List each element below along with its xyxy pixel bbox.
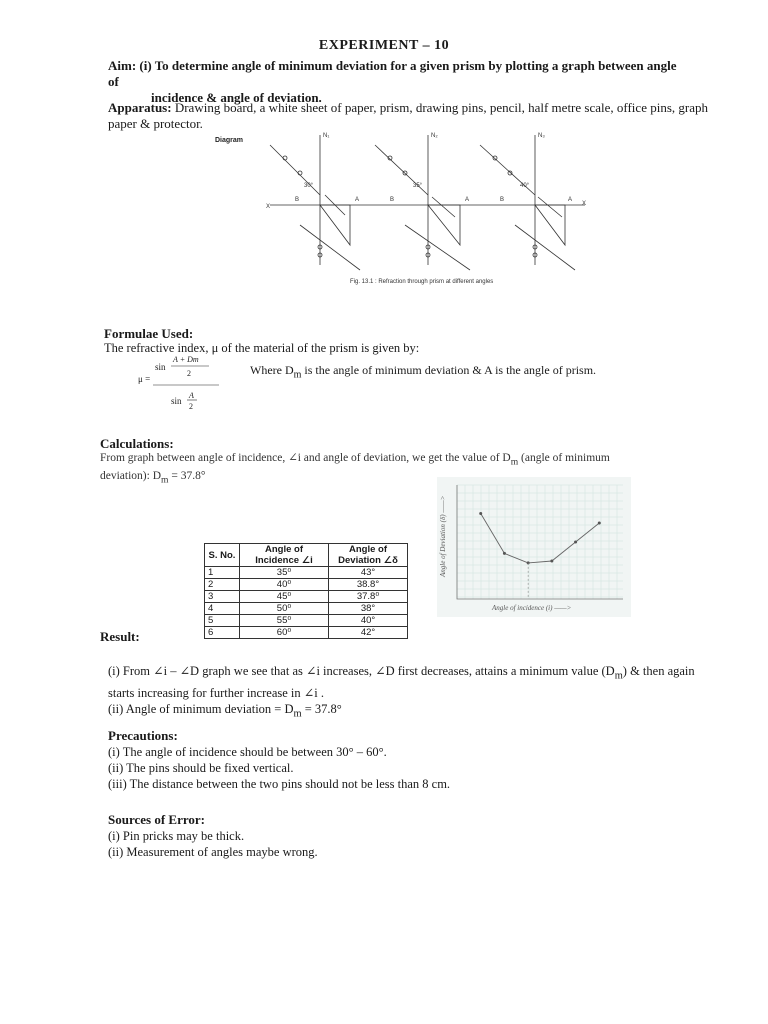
formulae-intro: The refractive index, μ of the material of the prism is given by: (104, 341, 420, 355)
prism-diagram (200, 125, 600, 290)
aim-line-2: incidence & angle of deviation. (151, 90, 322, 105)
angle-label-3: 40° (520, 183, 530, 189)
formula-where: Where $D_m$ is the angle of minimum deviation & A is the angle of prism. (250, 363, 597, 381)
y-axis-label: Angle of Deviation (δ) ——> (439, 495, 447, 577)
data-point (598, 522, 601, 525)
page-title: EXPERIMENT – 10 (318, 38, 450, 53)
mu-symbol: μ = (138, 374, 151, 384)
precautions-list (108, 744, 608, 792)
cell-incidence: 40⁰ (240, 579, 329, 591)
angle-label-2: 35° (413, 183, 423, 189)
cell-sno: 3 (205, 591, 240, 603)
formula-two: 2 (189, 402, 193, 411)
svg-text:N₁: N₁ (323, 133, 330, 139)
cell-incidence: 45⁰ (240, 591, 329, 603)
graph-background (437, 477, 631, 617)
svg-text:A: A (465, 197, 470, 203)
observation-table (204, 543, 408, 639)
cell-incidence: 35⁰ (240, 567, 329, 579)
cell-deviation: 40° (329, 615, 408, 627)
aim-line-1: Aim: (i) To determine angle of minimum deviation for a given prism by plotting a graph between angle of (108, 58, 677, 89)
cell-deviation: 43° (329, 567, 408, 579)
svg-text:X: X (266, 204, 271, 210)
prism-set-3 (480, 133, 575, 270)
cell-sno: 2 (205, 579, 240, 591)
result-line-1: (i) From ∠i – ∠D graph we see that as ∠i increases, ∠D first decreases, attains a minimum value $(D_m)$ & then again (108, 664, 695, 682)
formula-den: 2 (187, 369, 191, 378)
table-header-row (205, 544, 408, 567)
cell-deviation: 37.8⁰ (329, 591, 408, 603)
cell-sno: 1 (205, 567, 240, 579)
apparatus-label: Apparatus: (108, 100, 172, 115)
calculations-heading: Calculations: (100, 436, 174, 451)
source-item: (i) Pin pricks may be thick. (108, 829, 245, 843)
calculations-text: From graph between angle of incidence, ∠i and angle of deviation, we get the value of $D_m$ (angle of minimum deviation): $D_m = 37.8^\circ$ (100, 452, 610, 486)
deviation-graph (437, 477, 631, 617)
aim-section (108, 58, 688, 106)
table-row (205, 615, 408, 627)
svg-text:X: X (582, 201, 587, 207)
sin-numerator: sin (155, 362, 166, 372)
cell-incidence: 50⁰ (240, 603, 329, 615)
col-deviation: Angle of Deviation ∠δ (329, 544, 408, 567)
cell-sno: 5 (205, 615, 240, 627)
data-point (574, 541, 577, 544)
formulae-heading: Formulae Used: (104, 326, 194, 341)
source-item: (ii) Measurement of angles maybe wrong. (108, 845, 318, 859)
table-row (205, 591, 408, 603)
cell-deviation: 42° (329, 627, 408, 639)
diagram-label: Diagram (215, 137, 244, 144)
prism-set-2 (375, 133, 470, 270)
data-point (503, 552, 506, 555)
precaution-item: (iii) The distance between the two pins should not be less than 8 cm. (108, 777, 451, 791)
prism-set-1 (270, 133, 360, 270)
table-row (205, 627, 408, 639)
data-point (550, 560, 553, 563)
precautions-heading: Precautions: (108, 728, 178, 743)
diagram-caption: Fig. 13.1 : Refraction through prism at different angles (350, 279, 494, 285)
result-line-2: starts increasing for further increase in ∠i . (108, 685, 324, 700)
formula-num: A + Dm (173, 355, 199, 364)
precaution-item: (i) The angle of incidence should be between 30° – 60°. (108, 745, 387, 759)
cell-incidence: 55⁰ (240, 615, 329, 627)
cell-deviation: 38.8° (329, 579, 408, 591)
col-incidence: Angle of Incidence ∠i (240, 544, 329, 567)
formula-a: A (189, 391, 194, 400)
cell-incidence: 60⁰ (240, 627, 329, 639)
cell-deviation: 38° (329, 603, 408, 615)
svg-text:B: B (500, 197, 505, 203)
result-heading: Result: (100, 629, 140, 644)
svg-text:N₃: N₃ (538, 133, 545, 139)
svg-text:N₂: N₂ (431, 133, 438, 139)
svg-text:B: B (390, 197, 395, 203)
table-row (205, 567, 408, 579)
col-sno: S. No. (205, 544, 240, 567)
x-axis-label: Angle of incidence (i) ——> (492, 604, 572, 612)
cell-sno: 4 (205, 603, 240, 615)
sin-denominator: sin (171, 396, 182, 406)
result-line-3: (ii) Angle of minimum deviation = $D_m = 37.8^\circ$ (108, 701, 342, 719)
svg-text:A: A (568, 197, 573, 203)
cell-sno: 6 (205, 627, 240, 639)
apparatus-text: Drawing board, a white sheet of paper, prism, drawing pins, pencil, half metre scale, office pins, graph paper & protector. (108, 100, 708, 131)
refractive-index-formula (135, 352, 245, 420)
table-row (205, 603, 408, 615)
svg-text:A: A (355, 197, 360, 203)
table-row (205, 579, 408, 591)
svg-text:B: B (295, 197, 300, 203)
data-point (479, 512, 482, 515)
result-body (108, 663, 728, 722)
sources-heading: Sources of Error: (108, 812, 205, 827)
precaution-item: (ii) The pins should be fixed vertical. (108, 761, 294, 775)
sources-list (108, 828, 608, 860)
angle-label-1: 30° (304, 183, 314, 189)
